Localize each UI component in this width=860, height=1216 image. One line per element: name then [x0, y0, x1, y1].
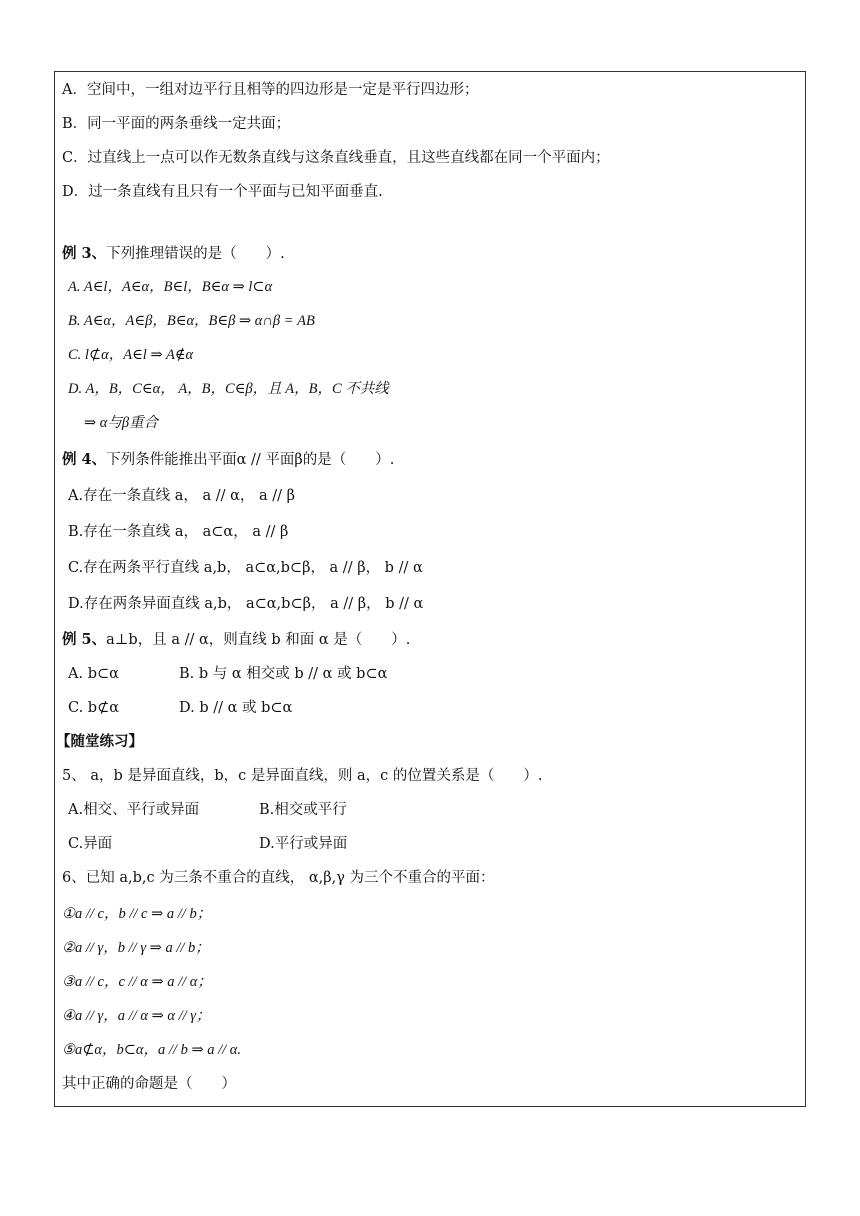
- question-5-stem: 5、 a，b 是异面直线，b，c 是异面直线，则 a，c 的位置关系是（ ）.: [62, 768, 543, 784]
- example-5-option-c: C. b⊄α: [68, 700, 120, 716]
- example-3-option-a: A. A∈l，A∈α，B∈l，B∈α ⇒ l⊂α: [68, 279, 273, 295]
- prev-option-b: B．同一平面的两条垂线一定共面；: [62, 116, 291, 132]
- question-5-option-a: A.相交、平行或异面: [68, 802, 200, 818]
- question-5-option-c: C.异面: [68, 836, 113, 852]
- example-3-heading: 例 3、: [62, 245, 107, 262]
- question-6-item-4: ④a // γ，a // α ⇒ α // γ；: [62, 1008, 211, 1024]
- prev-option-a: A．空间中，一组对边平行且相等的四边形是一定是平行四边形；: [62, 82, 479, 98]
- example-4-option-c: C.存在两条平行直线 a,b， a⊂α,b⊂β， a // β， b // α: [68, 560, 423, 576]
- question-6-ask: 其中正确的命题是（ ）: [62, 1076, 236, 1092]
- example-5-option-a: A. b⊂α: [68, 666, 119, 682]
- example-5-heading: 例 5、: [62, 631, 107, 648]
- example-5-option-d: D. b // α 或 b⊂α: [179, 700, 293, 716]
- practice-heading: 【随堂练习】: [56, 733, 143, 750]
- prev-option-d: D．过一条直线有且只有一个平面与已知平面垂直.: [62, 184, 383, 200]
- example-4-question: 下列条件能推出平面α // 平面β的是（ ）.: [106, 452, 395, 468]
- question-6-item-2: ②a // γ，b // γ ⇒ a // b；: [62, 940, 210, 956]
- example-3-option-b: B. A∈α，A∈β，B∈α，B∈β ⇒ α∩β = AB: [68, 313, 315, 329]
- question-5-option-d: D.平行或异面: [259, 836, 348, 852]
- example-5-question: a⊥b，且 a // α，则直线 b 和面 α 是（ ）.: [106, 632, 411, 648]
- example-3-title: [62, 245, 285, 263]
- example-3-option-d-cont: ⇒ α与β重合: [84, 415, 159, 431]
- prev-option-c: C．过直线上一点可以作无数条直线与这条直线垂直，且这些直线都在同一个平面内；: [62, 150, 610, 166]
- example-4-option-d: D.存在两条异面直线 a,b， a⊂α,b⊂β， a // β， b // α: [68, 596, 424, 612]
- example-3-option-c: C. l⊄α，A∈l ⇒ A∉α: [68, 347, 194, 363]
- question-6-item-1: ①a // c，b // c ⇒ a // b；: [62, 906, 212, 922]
- example-4-heading: 例 4、: [62, 451, 107, 468]
- example-5-title: [62, 631, 410, 649]
- example-3-question: 下列推理错误的是（ ）.: [106, 246, 285, 262]
- example-4-title: [62, 451, 394, 469]
- question-6-item-5: ⑤a⊄α，b⊂α，a // b ⇒ a // α.: [62, 1042, 242, 1058]
- question-5-option-b: B.相交或平行: [259, 802, 347, 818]
- example-3-option-d: D. A，B，C∈α， A，B，C∈β，且 A，B，C 不共线: [68, 381, 389, 397]
- example-5-option-b: B. b 与 α 相交或 b // α 或 b⊂α: [179, 666, 388, 682]
- example-4-option-b: B.存在一条直线 a， a⊂α， a // β: [68, 524, 289, 540]
- example-4-option-a: A.存在一条直线 a， a // α， a // β: [68, 488, 295, 504]
- question-6-stem: 6、已知 a,b,c 为三条不重合的直线， α,β,γ 为三个不重合的平面：: [62, 870, 495, 886]
- question-6-item-3: ③a // c，c // α ⇒ a // α；: [62, 974, 212, 990]
